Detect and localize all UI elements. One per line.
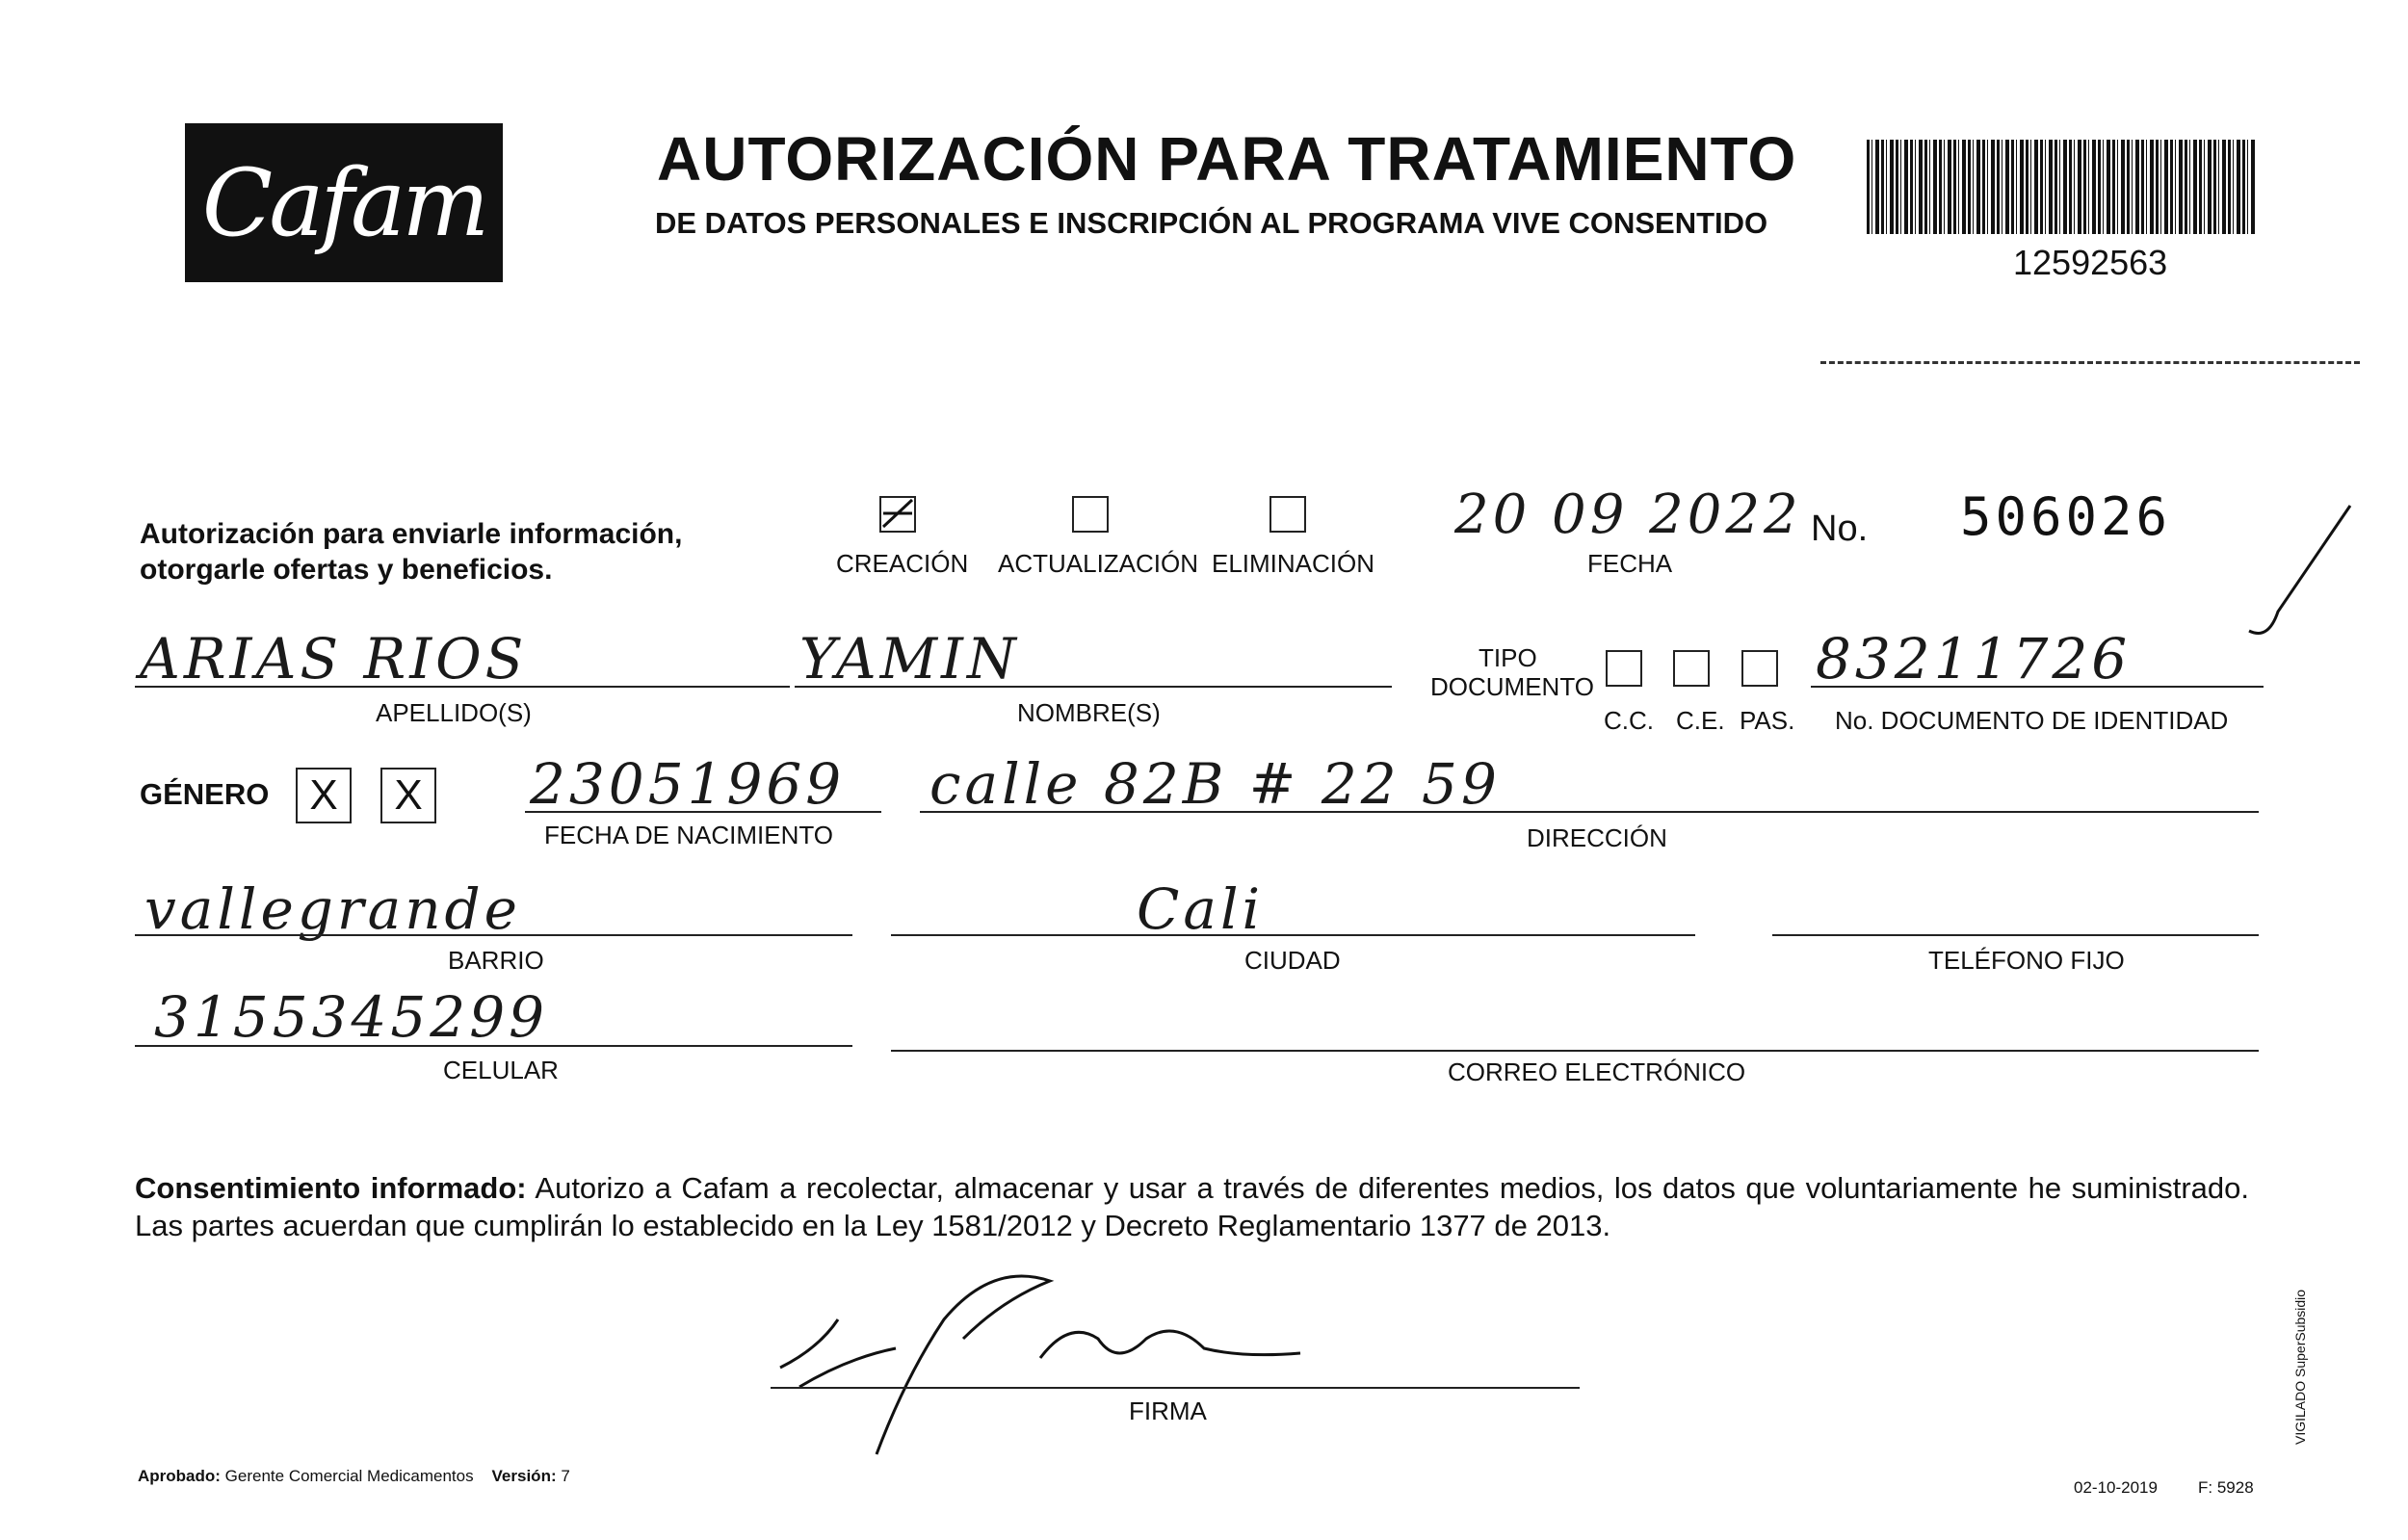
nacimiento-label: FECHA DE NACIMIENTO [544, 821, 834, 849]
celular-label: CELULAR [443, 1056, 559, 1084]
signature-line[interactable] [771, 1387, 1580, 1389]
vigilado-mark: VIGILADO SuperSubsidio [2292, 1289, 2308, 1445]
footer-approval [138, 1467, 570, 1486]
celular-line [135, 1045, 852, 1047]
fecha-value[interactable]: 20 09 2022 [1454, 483, 1802, 546]
nombres-label: NOMBRE(S) [1017, 698, 1161, 727]
checkmark-icon [881, 498, 914, 531]
telefono-line[interactable] [1772, 934, 2259, 936]
correo-line[interactable] [891, 1050, 2259, 1052]
document-subtitle: DE DATOS PERSONALES E INSCRIPCIÓN AL PROGRAMA VIVE CONSENTIDO [655, 206, 1768, 240]
tipo-documento-label-1: TIPO [1479, 643, 1537, 672]
telefono-label: TELÉFONO FIJO [1928, 946, 2125, 975]
pas-label: PAS. [1740, 706, 1795, 735]
nombres-line [795, 686, 1392, 688]
no-label: No. [1811, 509, 1869, 549]
ce-checkbox[interactable] [1673, 650, 1710, 687]
genero-box-2[interactable]: X [380, 768, 436, 823]
barrio-label: BARRIO [448, 946, 544, 975]
footer-code: F: 5928 [2198, 1478, 2254, 1497]
dashed-divider [1820, 361, 2360, 364]
consent-paragraph [135, 1169, 2249, 1244]
nacimiento-line [525, 811, 881, 813]
version-label: Versión: [491, 1467, 557, 1485]
barrio-line [135, 934, 852, 936]
ciudad-value[interactable]: Cali [1137, 876, 1265, 942]
check-tick-icon [2239, 496, 2355, 650]
authorization-intro-2: otorgarle ofertas y beneficios. [140, 554, 553, 586]
direccion-label: DIRECCIÓN [1527, 823, 1667, 852]
nacimiento-value[interactable]: 23051969 [530, 751, 846, 817]
nombres-value[interactable]: YAMIN [799, 626, 1020, 692]
celular-value[interactable]: 3155345299 [154, 984, 549, 1050]
creacion-checkbox[interactable] [879, 496, 916, 533]
barcode-number: 12592563 [2013, 243, 2168, 282]
apellidos-label: APELLIDO(S) [376, 698, 532, 727]
documento-value[interactable]: 83211726 [1816, 626, 2132, 692]
document-title: AUTORIZACIÓN PARA TRATAMIENTO [657, 124, 1797, 194]
genero-box-1[interactable]: X [296, 768, 352, 823]
ciudad-line [891, 934, 1695, 936]
documento-label: No. DOCUMENTO DE IDENTIDAD [1835, 706, 2229, 735]
version-value: 7 [561, 1467, 570, 1485]
direccion-value[interactable]: calle 82B # 22 59 [929, 751, 1501, 817]
cc-label: C.C. [1604, 706, 1654, 735]
signature-label: FIRMA [1129, 1396, 1207, 1425]
apellidos-line [135, 686, 790, 688]
creacion-label: CREACIÓN [836, 549, 969, 578]
ce-label: C.E. [1676, 706, 1725, 735]
barcode [1867, 140, 2257, 234]
footer-date: 02-10-2019 [2074, 1478, 2158, 1497]
ciudad-label: CIUDAD [1244, 946, 1341, 975]
barrio-value[interactable]: vallegrande [144, 876, 522, 942]
tipo-documento-label-2: DOCUMENTO [1430, 672, 1594, 701]
correo-label: CORREO ELECTRÓNICO [1448, 1057, 1746, 1086]
actualizacion-checkbox[interactable] [1072, 496, 1109, 533]
genero-label: GÉNERO [140, 777, 270, 811]
aprobado-label: Aprobado: [138, 1467, 221, 1485]
logo-text: Cafam [201, 148, 486, 257]
actualizacion-label: ACTUALIZACIÓN [998, 549, 1199, 578]
documento-line [1811, 686, 2264, 688]
signature-scribble [761, 1262, 1339, 1474]
cc-checkbox[interactable] [1606, 650, 1642, 687]
consent-heading: Consentimiento informado: [135, 1171, 527, 1205]
cafam-logo [185, 123, 503, 282]
fecha-label: FECHA [1587, 549, 1673, 578]
form-number: 506026 [1960, 486, 2172, 547]
consent-text: Autorizo a Cafam a recolectar, almacenar y usar a través de diferentes medios, los datos que voluntariamente he suministrado. Las partes acuerdan que cumplirán lo establecido en la Ley 1581/2012 y Decreto Reglamentario 1377 de 2013. [135, 1171, 2249, 1242]
apellidos-value[interactable]: ARIAS RIOS [140, 626, 528, 692]
direccion-line [920, 811, 2259, 813]
authorization-intro-1: Autorización para enviarle información, [140, 518, 683, 550]
aprobado-value: Gerente Comercial Medicamentos [224, 1467, 474, 1485]
pas-checkbox[interactable] [1741, 650, 1778, 687]
eliminacion-label: ELIMINACIÓN [1212, 549, 1375, 578]
eliminacion-checkbox[interactable] [1269, 496, 1306, 533]
